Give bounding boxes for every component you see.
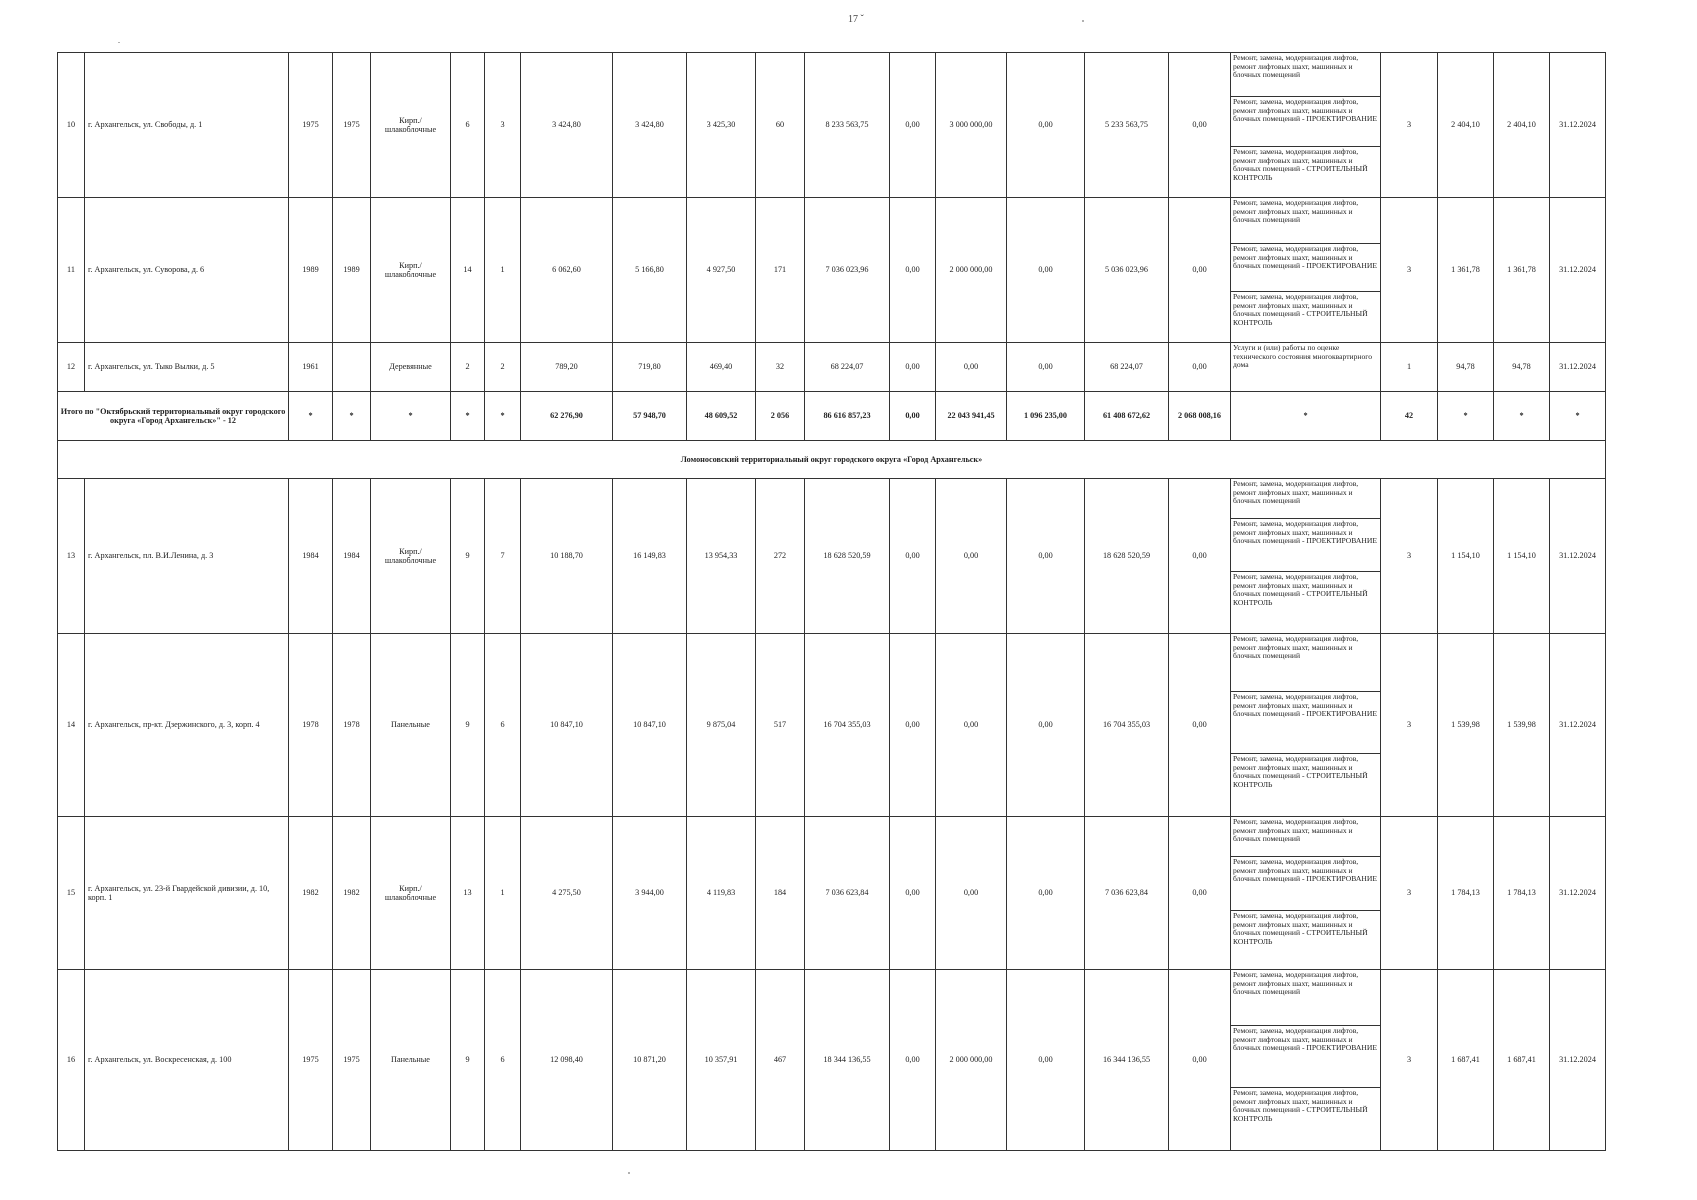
total-placeholder: * bbox=[485, 392, 521, 441]
year-built-cell: 1961 bbox=[289, 343, 333, 392]
residents-cell: 467 bbox=[756, 970, 805, 1151]
funding-municipal-cell: 0,00 bbox=[1007, 479, 1085, 634]
area-living-cell: 10 871,20 bbox=[613, 970, 687, 1151]
area-residential-cell: 4 927,50 bbox=[687, 198, 756, 343]
works-cell bbox=[1231, 479, 1381, 634]
work-item: Ремонт, замена, модернизация лифтов, ремонт лифтовых шахт, машинных и блочных помещений - ПРОЕКТИРОВАНИЕ bbox=[1231, 97, 1380, 147]
funding-owners-cell: 5 036 023,96 bbox=[1085, 198, 1169, 343]
row-number: 10 bbox=[58, 53, 85, 198]
area-living-cell: 5 166,80 bbox=[613, 198, 687, 343]
year-commission-cell: 1989 bbox=[333, 198, 371, 343]
total-deadline: * bbox=[1550, 392, 1606, 441]
area-living-cell: 719,80 bbox=[613, 343, 687, 392]
area-residential-cell: 4 119,83 bbox=[687, 817, 756, 970]
year-commission-cell: 1982 bbox=[333, 817, 371, 970]
funding-region-cell: 0,00 bbox=[936, 479, 1007, 634]
area-living-cell: 16 149,83 bbox=[613, 479, 687, 634]
address-cell: г. Архангельск, ул. Воскресенская, д. 100 bbox=[85, 970, 289, 1151]
address-cell: г. Архангельск, ул. Тыко Вылки, д. 5 bbox=[85, 343, 289, 392]
table-row bbox=[58, 634, 1606, 817]
wall-material-cell: Кирп./ шлакоблочные bbox=[371, 479, 451, 634]
entrances-cell: 6 bbox=[485, 634, 521, 817]
max-cost-cell: 1 687,41 bbox=[1494, 970, 1550, 1151]
unit-cost-cell: 1 154,10 bbox=[1438, 479, 1494, 634]
area-residential-cell: 9 875,04 bbox=[687, 634, 756, 817]
funding-owners-cell: 16 704 355,03 bbox=[1085, 634, 1169, 817]
row-number: 12 bbox=[58, 343, 85, 392]
year-built-cell: 1984 bbox=[289, 479, 333, 634]
cost-total-cell: 68 224,07 bbox=[805, 343, 890, 392]
area-total-cell: 10 847,10 bbox=[521, 634, 613, 817]
work-item: Ремонт, замена, модернизация лифтов, ремонт лифтовых шахт, машинных и блочных помещений - ПРОЕКТИРОВАНИЕ bbox=[1231, 1026, 1380, 1088]
total-label: Итого по "Октябрьский территориальный округ городского округа «Город Архангельск»" - 12 bbox=[58, 392, 289, 441]
address-cell: г. Архангельск, ул. 23-й Гвардейской дивизии, д. 10, корп. 1 bbox=[85, 817, 289, 970]
max-cost-cell: 1 784,13 bbox=[1494, 817, 1550, 970]
funding-state-cell: 0,00 bbox=[890, 343, 936, 392]
total-cost: 86 616 857,23 bbox=[805, 392, 890, 441]
total-residents: 2 056 bbox=[756, 392, 805, 441]
work-item: Ремонт, замена, модернизация лифтов, ремонт лифтовых шахт, машинных и блочных помещений - СТРОИТЕЛЬНЫЙ КОНТРОЛЬ bbox=[1233, 754, 1368, 790]
area-residential-cell: 13 954,33 bbox=[687, 479, 756, 634]
max-cost-cell: 1 361,78 bbox=[1494, 198, 1550, 343]
table-row bbox=[58, 970, 1606, 1151]
max-cost-cell: 2 404,10 bbox=[1494, 53, 1550, 198]
work-item: Ремонт, замена, модернизация лифтов, ремонт лифтовых шахт, машинных и блочных помещений - СТРОИТЕЛЬНЫЙ КОНТРОЛЬ bbox=[1233, 911, 1368, 947]
residents-cell: 184 bbox=[756, 817, 805, 970]
funding-municipal-cell: 0,00 bbox=[1007, 970, 1085, 1151]
scan-speck bbox=[118, 42, 120, 43]
deadline-cell: 31.12.2024 bbox=[1550, 343, 1606, 392]
year-commission-cell: 1984 bbox=[333, 479, 371, 634]
funding-municipal-cell: 0,00 bbox=[1007, 53, 1085, 198]
floors-cell: 13 bbox=[451, 817, 485, 970]
funding-state-cell: 0,00 bbox=[890, 634, 936, 817]
residents-cell: 517 bbox=[756, 634, 805, 817]
units-cell: 3 bbox=[1381, 817, 1438, 970]
work-item: Ремонт, замена, модернизация лифтов, ремонт лифтовых шахт, машинных и блочных помещений - ПРОЕКТИРОВАНИЕ bbox=[1231, 857, 1380, 911]
units-cell: 3 bbox=[1381, 198, 1438, 343]
funding-other-cell: 0,00 bbox=[1169, 53, 1231, 198]
work-item: Ремонт, замена, модернизация лифтов, ремонт лифтовых шахт, машинных и блочных помещений - СТРОИТЕЛЬНЫЙ КОНТРОЛЬ bbox=[1233, 292, 1368, 328]
residents-cell: 60 bbox=[756, 53, 805, 198]
funding-state-cell: 0,00 bbox=[890, 53, 936, 198]
funding-region-cell: 3 000 000,00 bbox=[936, 53, 1007, 198]
district-row bbox=[58, 441, 1606, 479]
total-works: * bbox=[1231, 392, 1381, 441]
funding-region-cell: 0,00 bbox=[936, 634, 1007, 817]
wall-material-cell: Панельные bbox=[371, 970, 451, 1151]
entrances-cell: 7 bbox=[485, 479, 521, 634]
deadline-cell: 31.12.2024 bbox=[1550, 53, 1606, 198]
unit-cost-cell: 1 784,13 bbox=[1438, 817, 1494, 970]
deadline-cell: 31.12.2024 bbox=[1550, 634, 1606, 817]
works-cell bbox=[1231, 817, 1381, 970]
total-funding-other: 2 068 008,16 bbox=[1169, 392, 1231, 441]
work-item: Ремонт, замена, модернизация лифтов, ремонт лифтовых шахт, машинных и блочных помещений - ПРОЕКТИРОВАНИЕ bbox=[1231, 519, 1380, 572]
area-residential-cell: 469,40 bbox=[687, 343, 756, 392]
funding-other-cell: 0,00 bbox=[1169, 479, 1231, 634]
cost-total-cell: 16 704 355,03 bbox=[805, 634, 890, 817]
funding-region-cell: 0,00 bbox=[936, 343, 1007, 392]
works-cell bbox=[1231, 53, 1381, 198]
area-total-cell: 6 062,60 bbox=[521, 198, 613, 343]
cost-total-cell: 7 036 623,84 bbox=[805, 817, 890, 970]
year-built-cell: 1982 bbox=[289, 817, 333, 970]
floors-cell: 2 bbox=[451, 343, 485, 392]
year-commission-cell: 1975 bbox=[333, 53, 371, 198]
funding-other-cell: 0,00 bbox=[1169, 198, 1231, 343]
funding-municipal-cell: 0,00 bbox=[1007, 634, 1085, 817]
floors-cell: 9 bbox=[451, 970, 485, 1151]
total-row bbox=[58, 392, 1606, 441]
unit-cost-cell: 94,78 bbox=[1438, 343, 1494, 392]
year-commission-cell: 1975 bbox=[333, 970, 371, 1151]
work-item: Ремонт, замена, модернизация лифтов, ремонт лифтовых шахт, машинных и блочных помещений - СТРОИТЕЛЬНЫЙ КОНТРОЛЬ bbox=[1233, 1088, 1368, 1124]
funding-region-cell: 0,00 bbox=[936, 817, 1007, 970]
cost-total-cell: 7 036 023,96 bbox=[805, 198, 890, 343]
table-row bbox=[58, 479, 1606, 634]
total-area-total: 62 276,90 bbox=[521, 392, 613, 441]
funding-state-cell: 0,00 bbox=[890, 970, 936, 1151]
funding-state-cell: 0,00 bbox=[890, 479, 936, 634]
entrances-cell: 1 bbox=[485, 198, 521, 343]
residents-cell: 171 bbox=[756, 198, 805, 343]
work-item: Ремонт, замена, модернизация лифтов, ремонт лифтовых шахт, машинных и блочных помещений - ПРОЕКТИРОВАНИЕ bbox=[1231, 692, 1380, 754]
area-total-cell: 4 275,50 bbox=[521, 817, 613, 970]
area-residential-cell: 10 357,91 bbox=[687, 970, 756, 1151]
total-funding-owners: 61 408 672,62 bbox=[1085, 392, 1169, 441]
works-cell bbox=[1231, 634, 1381, 817]
cost-total-cell: 18 628 520,59 bbox=[805, 479, 890, 634]
max-cost-cell: 94,78 bbox=[1494, 343, 1550, 392]
total-placeholder: * bbox=[451, 392, 485, 441]
area-living-cell: 3 944,00 bbox=[613, 817, 687, 970]
total-max-cost: * bbox=[1494, 392, 1550, 441]
total-units: 42 bbox=[1381, 392, 1438, 441]
table-row bbox=[58, 53, 1606, 198]
unit-cost-cell: 2 404,10 bbox=[1438, 53, 1494, 198]
work-item: Ремонт, замена, модернизация лифтов, ремонт лифтовых шахт, машинных и блочных помещений bbox=[1231, 198, 1380, 244]
funding-municipal-cell: 0,00 bbox=[1007, 198, 1085, 343]
year-built-cell: 1975 bbox=[289, 53, 333, 198]
page-number: 17 ˇ bbox=[848, 14, 864, 25]
total-funding-region: 22 043 941,45 bbox=[936, 392, 1007, 441]
floors-cell: 6 bbox=[451, 53, 485, 198]
table-row bbox=[58, 817, 1606, 970]
work-item: Ремонт, замена, модернизация лифтов, ремонт лифтовых шахт, машинных и блочных помещений bbox=[1231, 479, 1380, 519]
funding-state-cell: 0,00 bbox=[890, 198, 936, 343]
units-cell: 3 bbox=[1381, 479, 1438, 634]
entrances-cell: 2 bbox=[485, 343, 521, 392]
total-placeholder: * bbox=[289, 392, 333, 441]
repair-program-table bbox=[57, 52, 1606, 1151]
total-placeholder: * bbox=[333, 392, 371, 441]
unit-cost-cell: 1 361,78 bbox=[1438, 198, 1494, 343]
work-item: Ремонт, замена, модернизация лифтов, ремонт лифтовых шахт, машинных и блочных помещений bbox=[1231, 53, 1380, 97]
funding-region-cell: 2 000 000,00 bbox=[936, 970, 1007, 1151]
year-built-cell: 1975 bbox=[289, 970, 333, 1151]
total-funding-municipal: 1 096 235,00 bbox=[1007, 392, 1085, 441]
entrances-cell: 6 bbox=[485, 970, 521, 1151]
area-residential-cell: 3 425,30 bbox=[687, 53, 756, 198]
max-cost-cell: 1 539,98 bbox=[1494, 634, 1550, 817]
area-total-cell: 12 098,40 bbox=[521, 970, 613, 1151]
work-item: Ремонт, замена, модернизация лифтов, ремонт лифтовых шахт, машинных и блочных помещений bbox=[1231, 817, 1380, 857]
total-funding-state: 0,00 bbox=[890, 392, 936, 441]
area-living-cell: 10 847,10 bbox=[613, 634, 687, 817]
funding-owners-cell: 7 036 623,84 bbox=[1085, 817, 1169, 970]
residents-cell: 272 bbox=[756, 479, 805, 634]
deadline-cell: 31.12.2024 bbox=[1550, 970, 1606, 1151]
work-item: Ремонт, замена, модернизация лифтов, ремонт лифтовых шахт, машинных и блочных помещений - ПРОЕКТИРОВАНИЕ bbox=[1231, 244, 1380, 292]
works-cell bbox=[1231, 198, 1381, 343]
row-number: 16 bbox=[58, 970, 85, 1151]
total-unit-cost: * bbox=[1438, 392, 1494, 441]
units-cell: 3 bbox=[1381, 634, 1438, 817]
funding-other-cell: 0,00 bbox=[1169, 343, 1231, 392]
row-number: 11 bbox=[58, 198, 85, 343]
units-cell: 3 bbox=[1381, 970, 1438, 1151]
row-number: 14 bbox=[58, 634, 85, 817]
address-cell: г. Архангельск, пл. В.И.Ленина, д. 3 bbox=[85, 479, 289, 634]
scan-speck bbox=[1082, 20, 1084, 22]
unit-cost-cell: 1 539,98 bbox=[1438, 634, 1494, 817]
wall-material-cell: Кирп./ шлакоблочные bbox=[371, 53, 451, 198]
work-item: Услуги и (или) работы по оценке технического состояния многоквартирного дома bbox=[1231, 343, 1381, 392]
wall-material-cell: Деревянные bbox=[371, 343, 451, 392]
wall-material-cell: Кирп./ шлакоблочные bbox=[371, 198, 451, 343]
address-cell: г. Архангельск, ул. Свободы, д. 1 bbox=[85, 53, 289, 198]
funding-other-cell: 0,00 bbox=[1169, 970, 1231, 1151]
funding-owners-cell: 18 628 520,59 bbox=[1085, 479, 1169, 634]
area-total-cell: 10 188,70 bbox=[521, 479, 613, 634]
row-number: 15 bbox=[58, 817, 85, 970]
entrances-cell: 1 bbox=[485, 817, 521, 970]
cost-total-cell: 8 233 563,75 bbox=[805, 53, 890, 198]
funding-other-cell: 0,00 bbox=[1169, 634, 1231, 817]
work-item: Ремонт, замена, модернизация лифтов, ремонт лифтовых шахт, машинных и блочных помещений - СТРОИТЕЛЬНЫЙ КОНТРОЛЬ bbox=[1233, 147, 1368, 183]
cost-total-cell: 18 344 136,55 bbox=[805, 970, 890, 1151]
area-living-cell: 3 424,80 bbox=[613, 53, 687, 198]
area-total-cell: 789,20 bbox=[521, 343, 613, 392]
total-placeholder: * bbox=[371, 392, 451, 441]
year-built-cell: 1978 bbox=[289, 634, 333, 817]
works-cell bbox=[1231, 970, 1381, 1151]
year-commission-cell: 1978 bbox=[333, 634, 371, 817]
total-area-residential: 48 609,52 bbox=[687, 392, 756, 441]
total-area-living: 57 948,70 bbox=[613, 392, 687, 441]
funding-state-cell: 0,00 bbox=[890, 817, 936, 970]
address-cell: г. Архангельск, пр-кт. Дзержинского, д. 3, корп. 4 bbox=[85, 634, 289, 817]
year-commission-cell bbox=[333, 343, 371, 392]
max-cost-cell: 1 154,10 bbox=[1494, 479, 1550, 634]
funding-owners-cell: 68 224,07 bbox=[1085, 343, 1169, 392]
wall-material-cell: Кирп./ шлакоблочные bbox=[371, 817, 451, 970]
funding-municipal-cell: 0,00 bbox=[1007, 343, 1085, 392]
funding-municipal-cell: 0,00 bbox=[1007, 817, 1085, 970]
deadline-cell: 31.12.2024 bbox=[1550, 479, 1606, 634]
table-row bbox=[58, 198, 1606, 343]
residents-cell: 32 bbox=[756, 343, 805, 392]
deadline-cell: 31.12.2024 bbox=[1550, 817, 1606, 970]
deadline-cell: 31.12.2024 bbox=[1550, 198, 1606, 343]
area-total-cell: 3 424,80 bbox=[521, 53, 613, 198]
floors-cell: 9 bbox=[451, 479, 485, 634]
work-item: Ремонт, замена, модернизация лифтов, ремонт лифтовых шахт, машинных и блочных помещений bbox=[1231, 634, 1380, 692]
units-cell: 1 bbox=[1381, 343, 1438, 392]
district-heading: Ломоносовский территориальный округ городского округа «Город Архангельск» bbox=[58, 441, 1606, 479]
wall-material-cell: Панельные bbox=[371, 634, 451, 817]
scan-speck bbox=[628, 1172, 630, 1174]
funding-owners-cell: 5 233 563,75 bbox=[1085, 53, 1169, 198]
row-number: 13 bbox=[58, 479, 85, 634]
unit-cost-cell: 1 687,41 bbox=[1438, 970, 1494, 1151]
address-cell: г. Архангельск, ул. Суворова, д. 6 bbox=[85, 198, 289, 343]
floors-cell: 14 bbox=[451, 198, 485, 343]
entrances-cell: 3 bbox=[485, 53, 521, 198]
work-item: Ремонт, замена, модернизация лифтов, ремонт лифтовых шахт, машинных и блочных помещений bbox=[1231, 970, 1380, 1026]
work-item: Ремонт, замена, модернизация лифтов, ремонт лифтовых шахт, машинных и блочных помещений - СТРОИТЕЛЬНЫЙ КОНТРОЛЬ bbox=[1233, 572, 1368, 608]
funding-other-cell: 0,00 bbox=[1169, 817, 1231, 970]
year-built-cell: 1989 bbox=[289, 198, 333, 343]
table-row bbox=[58, 343, 1606, 392]
floors-cell: 9 bbox=[451, 634, 485, 817]
funding-owners-cell: 16 344 136,55 bbox=[1085, 970, 1169, 1151]
units-cell: 3 bbox=[1381, 53, 1438, 198]
funding-region-cell: 2 000 000,00 bbox=[936, 198, 1007, 343]
